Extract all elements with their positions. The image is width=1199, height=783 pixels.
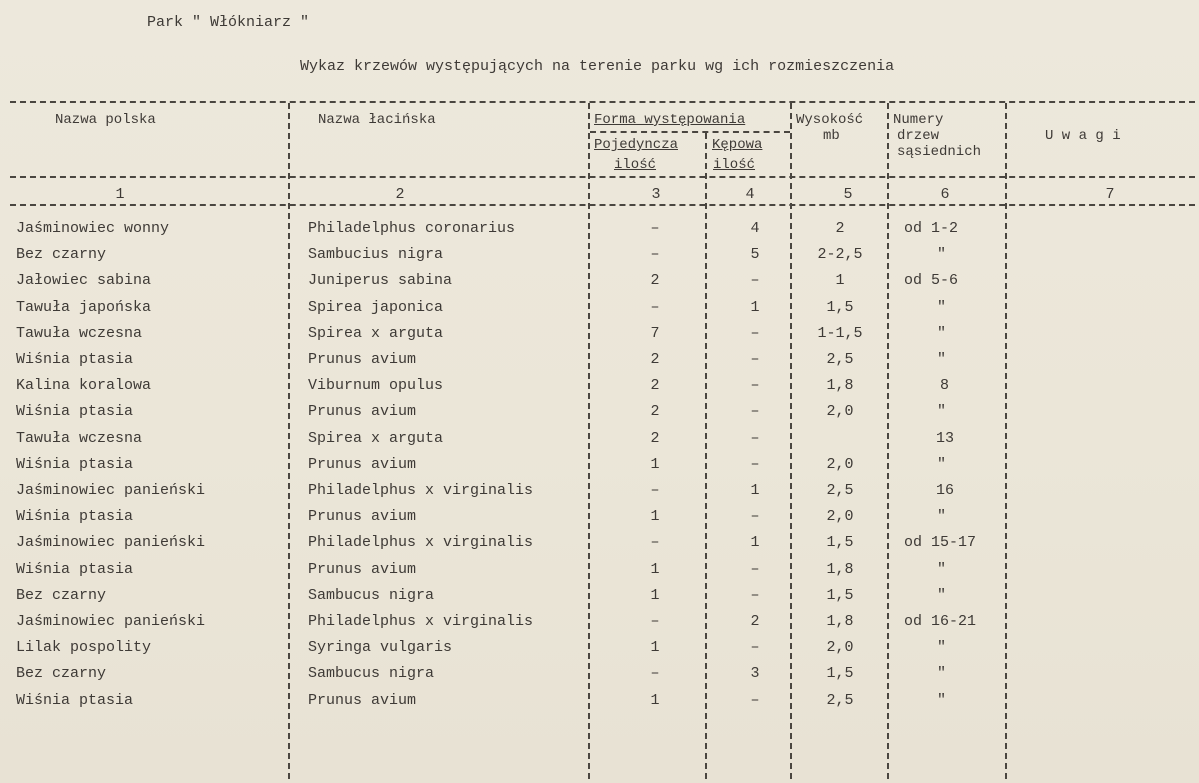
cell-nazwa-lacinska: Philadelphus x virginalis bbox=[308, 534, 534, 552]
cell-wysokosc: 2-2,5 bbox=[817, 246, 863, 264]
cell-kepowa: 1 bbox=[750, 482, 760, 499]
document-title: Park " Włókniarz " bbox=[147, 14, 310, 31]
cell-pojedyncza: – bbox=[650, 220, 660, 237]
header-wysokosc-unit: mb bbox=[823, 128, 840, 144]
cell-wysokosc: 2,0 bbox=[826, 639, 854, 657]
cell-pojedyncza: 1 bbox=[650, 455, 660, 473]
cell-nazwa-polska: Wiśnia ptasia bbox=[16, 691, 134, 709]
cell-numery: od 1-2 bbox=[904, 220, 959, 237]
header-uwagi: U w a g i bbox=[1045, 128, 1121, 144]
cell-numery: 16 bbox=[936, 482, 955, 499]
header-kepowa: Kępowa bbox=[712, 137, 763, 153]
cell-pojedyncza: – bbox=[650, 665, 660, 683]
cell-wysokosc: 2 bbox=[835, 220, 845, 237]
cell-nazwa-lacinska: Sambucus nigra bbox=[308, 665, 435, 683]
column-divider-1 bbox=[288, 103, 290, 779]
header-ilosc-pojedyncza: ilość bbox=[614, 157, 657, 173]
column-divider-2 bbox=[588, 103, 590, 779]
cell-kepowa: 1 bbox=[750, 298, 760, 316]
cell-kepowa: – bbox=[750, 639, 760, 657]
cell-numery: " bbox=[937, 691, 947, 709]
cell-kepowa: – bbox=[750, 403, 760, 421]
header-pojedyncza: Pojedyncza bbox=[594, 137, 679, 153]
cell-wysokosc: 1,8 bbox=[826, 377, 854, 395]
cell-nazwa-polska: Jałowiec sabina bbox=[16, 272, 152, 290]
cell-wysokosc: 2,0 bbox=[826, 403, 854, 421]
cell-nazwa-polska: Jaśminowiec panieński bbox=[16, 613, 206, 630]
cell-wysokosc: 1-1,5 bbox=[817, 324, 863, 342]
cell-numery: " bbox=[937, 665, 947, 683]
cell-kepowa: – bbox=[750, 429, 760, 447]
cell-nazwa-polska: Tawuła wczesna bbox=[16, 324, 143, 342]
column-number-4: 4 bbox=[745, 186, 755, 203]
cell-kepowa: 2 bbox=[750, 613, 760, 630]
cell-nazwa-lacinska: Prunus avium bbox=[308, 560, 417, 578]
cell-nazwa-lacinska: Viburnum opulus bbox=[308, 377, 444, 395]
header-nazwa-polska: Nazwa polska bbox=[55, 112, 156, 128]
column-divider-4 bbox=[790, 103, 792, 779]
column-number-7: 7 bbox=[1105, 186, 1115, 203]
column-number-3: 3 bbox=[651, 186, 661, 203]
cell-pojedyncza: 2 bbox=[650, 403, 660, 421]
cell-nazwa-lacinska: Sambucus nigra bbox=[308, 586, 435, 604]
cell-nazwa-lacinska: Spirea japonica bbox=[308, 298, 444, 316]
cell-numery: " bbox=[937, 298, 947, 316]
cell-pojedyncza: 2 bbox=[650, 429, 660, 447]
cell-nazwa-polska: Tawuła japońska bbox=[16, 298, 152, 316]
cell-pojedyncza: 1 bbox=[650, 639, 660, 657]
cell-nazwa-polska: Wiśnia ptasia bbox=[16, 560, 134, 578]
cell-nazwa-lacinska: Philadelphus x virginalis bbox=[308, 482, 534, 499]
cell-wysokosc: 1,8 bbox=[826, 613, 854, 630]
cell-numery: " bbox=[937, 351, 947, 368]
header-ilosc-kepowa: ilość bbox=[713, 157, 756, 173]
cell-wysokosc: 1,5 bbox=[826, 534, 854, 552]
cell-nazwa-polska: Jaśminowiec panieński bbox=[16, 482, 206, 499]
header-forma-wystepowania: Forma występowania bbox=[594, 112, 746, 128]
cell-pojedyncza: 1 bbox=[650, 691, 660, 709]
column-divider-5 bbox=[887, 103, 889, 779]
table-top-line bbox=[10, 101, 1195, 103]
cell-wysokosc: 2,5 bbox=[826, 351, 854, 368]
cell-wysokosc: 1,5 bbox=[826, 586, 854, 604]
cell-pojedyncza: 1 bbox=[650, 508, 660, 526]
header-numery: Numery bbox=[893, 112, 944, 128]
cell-kepowa: – bbox=[750, 272, 760, 290]
cell-nazwa-polska: Jaśminowiec wonny bbox=[16, 220, 170, 237]
cell-nazwa-polska: Tawuła wczesna bbox=[16, 429, 143, 447]
cell-nazwa-lacinska: Spirea x arguta bbox=[308, 429, 444, 447]
cell-kepowa: 4 bbox=[750, 220, 760, 237]
cell-pojedyncza: – bbox=[650, 246, 660, 264]
cell-kepowa: – bbox=[750, 586, 760, 604]
cell-numery: 8 bbox=[940, 377, 950, 395]
cell-pojedyncza: 2 bbox=[650, 272, 660, 290]
cell-pojedyncza: 2 bbox=[650, 377, 660, 395]
header-bottom-line bbox=[10, 176, 1195, 178]
cell-kepowa: – bbox=[750, 560, 760, 578]
cell-nazwa-polska: Bez czarny bbox=[16, 665, 107, 683]
cell-nazwa-polska: Wiśnia ptasia bbox=[16, 351, 134, 368]
cell-numery: " bbox=[937, 403, 947, 421]
cell-pojedyncza: – bbox=[650, 534, 660, 552]
cell-pojedyncza: – bbox=[650, 482, 660, 499]
cell-nazwa-lacinska: Juniperus sabina bbox=[308, 272, 453, 290]
cell-nazwa-polska: Lilak pospolity bbox=[16, 639, 152, 657]
column-divider-6 bbox=[1005, 103, 1007, 779]
cell-nazwa-polska: Wiśnia ptasia bbox=[16, 508, 134, 526]
cell-wysokosc: 1,5 bbox=[826, 665, 854, 683]
cell-nazwa-lacinska: Philadelphus x virginalis bbox=[308, 613, 534, 630]
cell-nazwa-polska: Bez czarny bbox=[16, 586, 107, 604]
cell-nazwa-lacinska: Prunus avium bbox=[308, 351, 417, 368]
cell-nazwa-lacinska: Prunus avium bbox=[308, 508, 417, 526]
cell-numery: " bbox=[937, 508, 947, 526]
cell-pojedyncza: 7 bbox=[650, 324, 660, 342]
cell-numery: " bbox=[937, 586, 947, 604]
cell-kepowa: – bbox=[750, 691, 760, 709]
cell-numery: " bbox=[937, 455, 947, 473]
cell-pojedyncza: 2 bbox=[650, 351, 660, 368]
header-nazwa-lacinska: Nazwa łacińska bbox=[318, 112, 436, 128]
cell-wysokosc: 2,5 bbox=[826, 691, 854, 709]
cell-wysokosc: 1,8 bbox=[826, 560, 854, 578]
cell-numery: 13 bbox=[936, 429, 955, 447]
cell-numery: " bbox=[937, 246, 947, 264]
header-drzew: drzew bbox=[897, 128, 940, 144]
cell-numery: " bbox=[937, 639, 947, 657]
cell-kepowa: – bbox=[750, 324, 760, 342]
cell-wysokosc: 2,0 bbox=[826, 508, 854, 526]
column-number-bottom-line bbox=[10, 204, 1195, 206]
cell-kepowa: – bbox=[750, 377, 760, 395]
cell-wysokosc: 2,0 bbox=[826, 455, 854, 473]
cell-nazwa-polska: Wiśnia ptasia bbox=[16, 455, 134, 473]
cell-kepowa: – bbox=[750, 351, 760, 368]
cell-nazwa-lacinska: Prunus avium bbox=[308, 691, 417, 709]
cell-nazwa-lacinska: Prunus avium bbox=[308, 403, 417, 421]
cell-kepowa: – bbox=[750, 508, 760, 526]
cell-numery: od 15-17 bbox=[904, 534, 977, 552]
header-sasiednich: sąsiednich bbox=[897, 144, 982, 160]
cell-kepowa: – bbox=[750, 455, 760, 473]
cell-numery: od 5-6 bbox=[904, 272, 959, 290]
column-divider-3 bbox=[705, 133, 707, 779]
column-number-2: 2 bbox=[395, 186, 405, 203]
cell-nazwa-lacinska: Syringa vulgaris bbox=[308, 639, 453, 657]
cell-nazwa-polska: Jaśminowiec panieński bbox=[16, 534, 206, 552]
cell-nazwa-polska: Bez czarny bbox=[16, 246, 107, 264]
header-wysokosc: Wysokość bbox=[796, 112, 864, 128]
column-number-1: 1 bbox=[115, 186, 125, 203]
cell-pojedyncza: 1 bbox=[650, 560, 660, 578]
cell-kepowa: 1 bbox=[750, 534, 760, 552]
cell-numery: " bbox=[937, 324, 947, 342]
cell-pojedyncza: – bbox=[650, 298, 660, 316]
cell-numery: od 16-21 bbox=[904, 613, 977, 630]
cell-wysokosc: 1 bbox=[835, 272, 845, 290]
document-subtitle: Wykaz krzewów występujących na terenie parku wg ich rozmieszczenia bbox=[300, 58, 895, 75]
cell-numery: " bbox=[937, 560, 947, 578]
cell-wysokosc: 2,5 bbox=[826, 482, 854, 499]
cell-nazwa-lacinska: Spirea x arguta bbox=[308, 324, 444, 342]
cell-nazwa-polska: Kalina koralowa bbox=[16, 377, 152, 395]
cell-nazwa-lacinska: Philadelphus coronarius bbox=[308, 220, 516, 237]
cell-kepowa: 3 bbox=[750, 665, 760, 683]
cell-nazwa-lacinska: Prunus avium bbox=[308, 455, 417, 473]
forma-header-underline bbox=[590, 131, 790, 133]
cell-pojedyncza: 1 bbox=[650, 586, 660, 604]
column-number-5: 5 bbox=[843, 186, 853, 203]
cell-nazwa-lacinska: Sambucius nigra bbox=[308, 246, 444, 264]
cell-kepowa: 5 bbox=[750, 246, 760, 264]
cell-pojedyncza: – bbox=[650, 613, 660, 630]
column-number-6: 6 bbox=[940, 186, 950, 203]
cell-wysokosc: 1,5 bbox=[826, 298, 854, 316]
cell-nazwa-polska: Wiśnia ptasia bbox=[16, 403, 134, 421]
